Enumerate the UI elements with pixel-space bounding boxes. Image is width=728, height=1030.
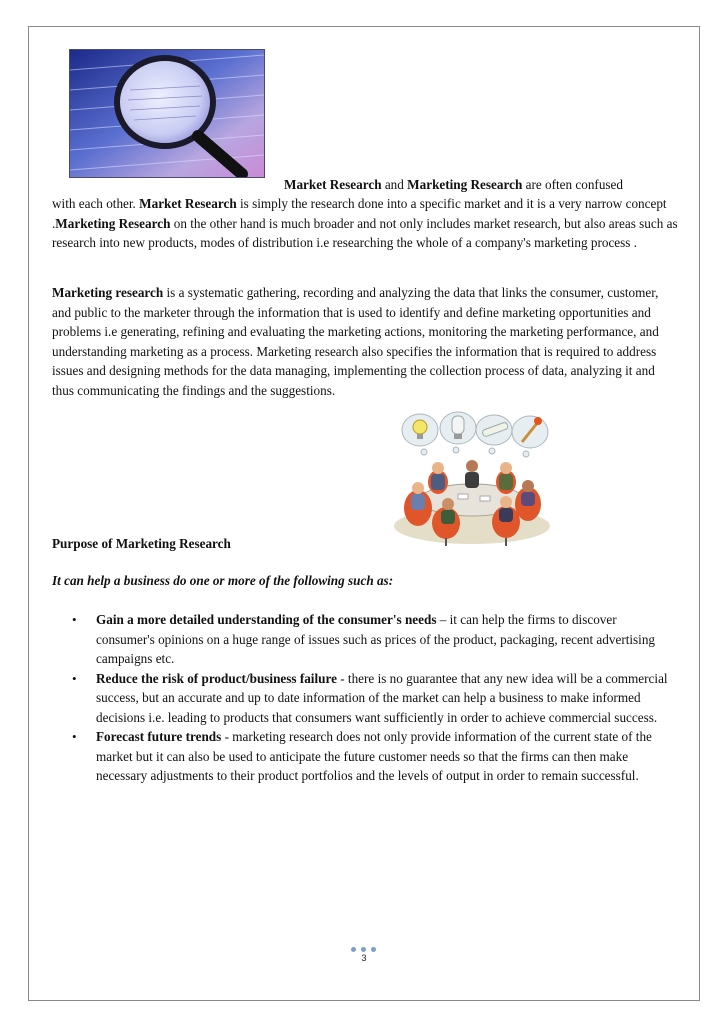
bullet-icon: • xyxy=(72,670,77,686)
section-subheading: It can help a business do one or more of the following such as: xyxy=(52,573,394,588)
list-item: • Forecast future trends - marketing research does not only provide information of the current state of the market but it can also be used to anticipate the future customer needs so that the firms can then make necessary adjustments to their product portfolios and the levels of output in order to remain successful. xyxy=(72,729,652,783)
purpose-list xyxy=(52,610,678,786)
intro-first-line: Market Research and Marketing Research are often confused xyxy=(284,177,623,192)
bullet-icon: • xyxy=(72,612,77,627)
section-heading: Purpose of Marketing Research xyxy=(52,536,231,551)
magnifying-glass-photo xyxy=(69,49,265,178)
meeting-ideas-clipart xyxy=(388,408,556,548)
bullet-icon: • xyxy=(72,729,77,744)
list-item: • Gain a more detailed understanding of the consumer's needs – it can help the firms to discover consumer's opinions on a huge range of issues such as prices of the product, packaging, recent advertising campaigns etc. xyxy=(72,612,656,666)
list-item: • Reduce the risk of product/business failure - there is no guarantee that any new idea will be a commercial success, but an accurate and up to date information of the market can help a business to make informed decisions i.e. leading to products that consumers want sufficiently in order to achieve commercial success. xyxy=(72,670,668,725)
intro-paragraph: with each other. Market Research is simply the research done into a specific market and it is a very narrow concept .Marketing Research on the other hand is much broader and not only includes market research, but also areas such as research into new products, modes of distribution i.e researching the whole of a company's marketing process . xyxy=(52,196,678,250)
page-number: 3 xyxy=(361,953,367,963)
definition-paragraph: Marketing research is a systematic gathering, recording and analyzing the data that links the consumer, customer, and public to the marketer through the information that is used to identify and define marketing opportunities and problems i.e generating, refining and evaluating the marketing actions, monitoring the marketing performance, and understanding marketing as a process. Marketing research also specifies the information that is required to address issues and designing methods for the data managing, implementing the collection process of data, analyzing it and thus communicating the findings and the suggestions. xyxy=(52,285,659,398)
